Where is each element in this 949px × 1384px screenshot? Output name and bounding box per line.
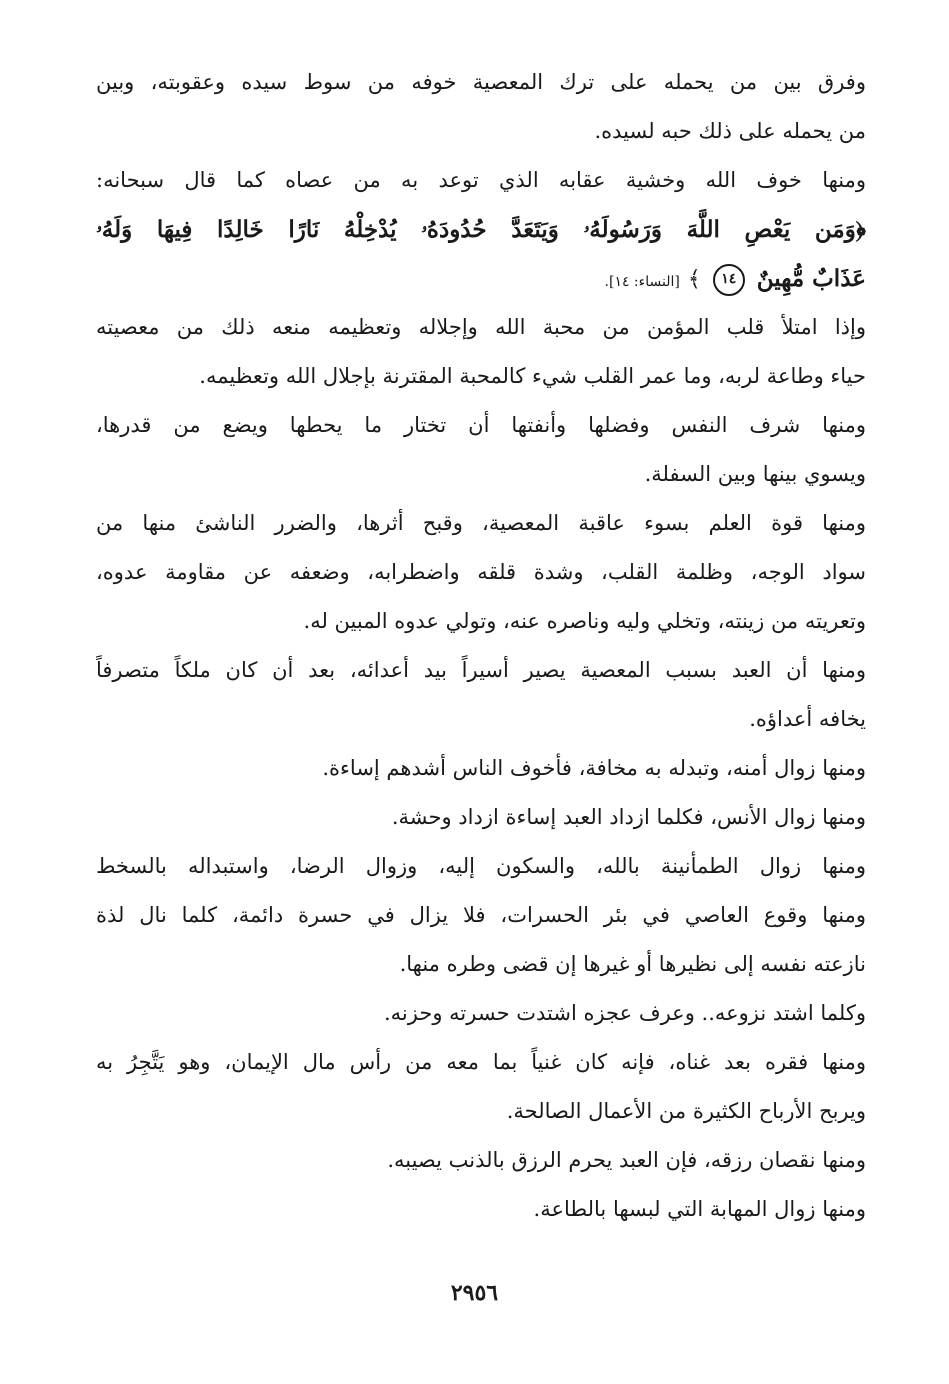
text-line: ويربح الأرباح الكثيرة من الأعمال الصالحة.: [506, 1099, 866, 1123]
text-line: وكلما اشتد نزوعه.. وعرف عجزه اشتدت حسرته وحزنه.: [383, 1001, 866, 1025]
text-line: ومنها وقوع العاصي في بئر الحسرات، فلا يزال في حسرة دائمة، كلما نال لذة: [96, 903, 866, 927]
quran-verse-line: ﴿وَمَن يَعْصِ اللَّهَ وَرَسُولَهُۥ وَيَتَعَدَّ حُدُودَهُۥ يُدْخِلْهُ نَارًا خَالِدًا فِيهَا وَلَهُۥ: [96, 216, 866, 243]
text-line: وتعريته من زينته، وتخلي وليه وناصره عنه، وتولي عدوه المبين له.: [303, 609, 866, 633]
text-line: نازعته نفسه إلى نظيرها أو غيرها إن قضى وطره منها.: [399, 952, 866, 976]
text-line: وفرق بين من يحمله على ترك المعصية خوفه من سوط سيده وعقوبته، وبين: [96, 70, 866, 94]
text-line: ومنها زوال المهابة التي لبسها بالطاعة.: [533, 1197, 866, 1221]
text-line: ومنها زوال الطمأنينة بالله، والسكون إليه، وزوال الرضا، واستبداله بالسخط: [96, 854, 866, 878]
text-line: حياء وطاعة لربه، وما عمر القلب شيء كالمحبة المقترنة بإجلال الله وتعظيمه.: [199, 364, 866, 388]
text-line: ومنها زوال الأنس، فكلما ازداد العبد إساءة ازداد وحشة.: [391, 805, 866, 829]
ayah-number-marker: ١٤: [713, 264, 745, 296]
text-line: من يحمله على ذلك حبه لسيده.: [594, 119, 866, 143]
text-line: ومنها خوف الله وخشية عقابه الذي توعد به من عصاه كما قال سبحانه:: [96, 168, 866, 192]
text-line: ويسوي بينها وبين السفلة.: [644, 462, 866, 486]
text-line: ومنها شرف النفس وفضلها وأنفتها أن تختار ما يحطها ويضع من قدرها،: [96, 413, 866, 437]
text-line: سواد الوجه، وظلمة القلب، وشدة قلقه واضطرابه، وضعفه عن مقاومة عدوه،: [96, 560, 866, 584]
page-body: [96, 58, 866, 1234]
page-number: ٢٩٥٦: [450, 1280, 499, 1306]
text-line: ومنها أن العبد بسبب المعصية يصير أسيراً بيد أعدائه، بعد أن كان ملكاً متصرفاً: [96, 658, 866, 682]
verse-end-text: عَذَابٌ مُّهِينٌ: [756, 265, 866, 292]
text-line: وإذا امتلأ قلب المؤمن من محبة الله وإجلاله وتعظيمه منعه ذلك من معصيته: [96, 315, 866, 339]
text-line: ومنها فقره بعد غناه، فإنه كان غنياً بما معه من رأس مال الإيمان، وهو يَتَّجِرُ به: [96, 1050, 866, 1074]
quran-verse-end-line: [96, 254, 866, 303]
text-line: يخافه أعداؤه.: [749, 707, 866, 731]
text-line: ومنها قوة العلم بسوء عاقبة المعصية، وقبح أثرها، والضرر الناشئ منها من: [96, 511, 866, 535]
text-line: ومنها زوال أمنه، وتبدله به مخافة، فأخوف الناس أشدهم إساءة.: [322, 756, 866, 780]
verse-close-ornament: ﴾: [687, 267, 701, 292]
verse-reference: [النساء: ١٤].: [604, 274, 680, 290]
text-line: ومنها نقصان رزقه، فإن العبد يحرم الرزق بالذنب يصيبه.: [387, 1148, 866, 1172]
